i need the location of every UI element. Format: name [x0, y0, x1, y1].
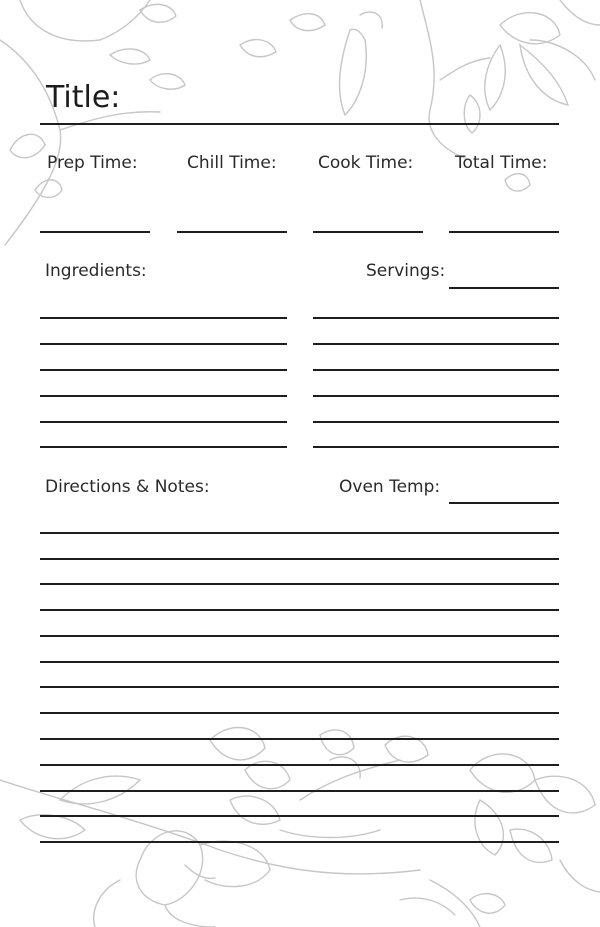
directions-line[interactable] [40, 815, 559, 817]
directions-line[interactable] [40, 686, 559, 688]
prep-time-label: Prep Time: [47, 153, 138, 173]
directions-line[interactable] [40, 712, 559, 714]
ingredient-line[interactable] [313, 369, 559, 371]
ingredient-line[interactable] [40, 446, 287, 448]
directions-label: Directions & Notes: [45, 477, 210, 497]
title-label: Title: [46, 80, 121, 115]
ingredient-line[interactable] [313, 446, 559, 448]
ingredient-line[interactable] [40, 395, 287, 397]
ingredient-line[interactable] [313, 421, 559, 423]
total-time-line[interactable] [449, 231, 559, 233]
directions-line[interactable] [40, 790, 559, 792]
chill-time-label: Chill Time: [187, 153, 277, 173]
directions-line[interactable] [40, 661, 559, 663]
total-time-label: Total Time: [455, 153, 548, 173]
ingredient-line[interactable] [40, 317, 287, 319]
ingredient-line[interactable] [313, 395, 559, 397]
ingredient-line[interactable] [313, 317, 559, 319]
magnolia-flowers-icon [0, 728, 600, 927]
directions-line[interactable] [40, 583, 559, 585]
servings-line[interactable] [449, 287, 559, 289]
directions-line[interactable] [40, 532, 559, 534]
directions-line[interactable] [40, 738, 559, 740]
title-line[interactable] [40, 123, 559, 125]
directions-line[interactable] [40, 635, 559, 637]
ingredient-line[interactable] [40, 421, 287, 423]
oven-temp-line[interactable] [449, 502, 559, 504]
cook-time-label: Cook Time: [318, 153, 414, 173]
chill-time-line[interactable] [177, 231, 287, 233]
servings-label: Servings: [366, 261, 446, 281]
ingredient-line[interactable] [40, 343, 287, 345]
directions-line[interactable] [40, 558, 559, 560]
ingredient-line[interactable] [313, 343, 559, 345]
prep-time-line[interactable] [40, 231, 150, 233]
directions-line[interactable] [40, 609, 559, 611]
ingredients-label: Ingredients: [45, 261, 147, 281]
oven-temp-label: Oven Temp: [339, 477, 441, 497]
ingredient-line[interactable] [40, 369, 287, 371]
cook-time-line[interactable] [313, 231, 423, 233]
directions-line[interactable] [40, 764, 559, 766]
directions-line[interactable] [40, 841, 559, 843]
